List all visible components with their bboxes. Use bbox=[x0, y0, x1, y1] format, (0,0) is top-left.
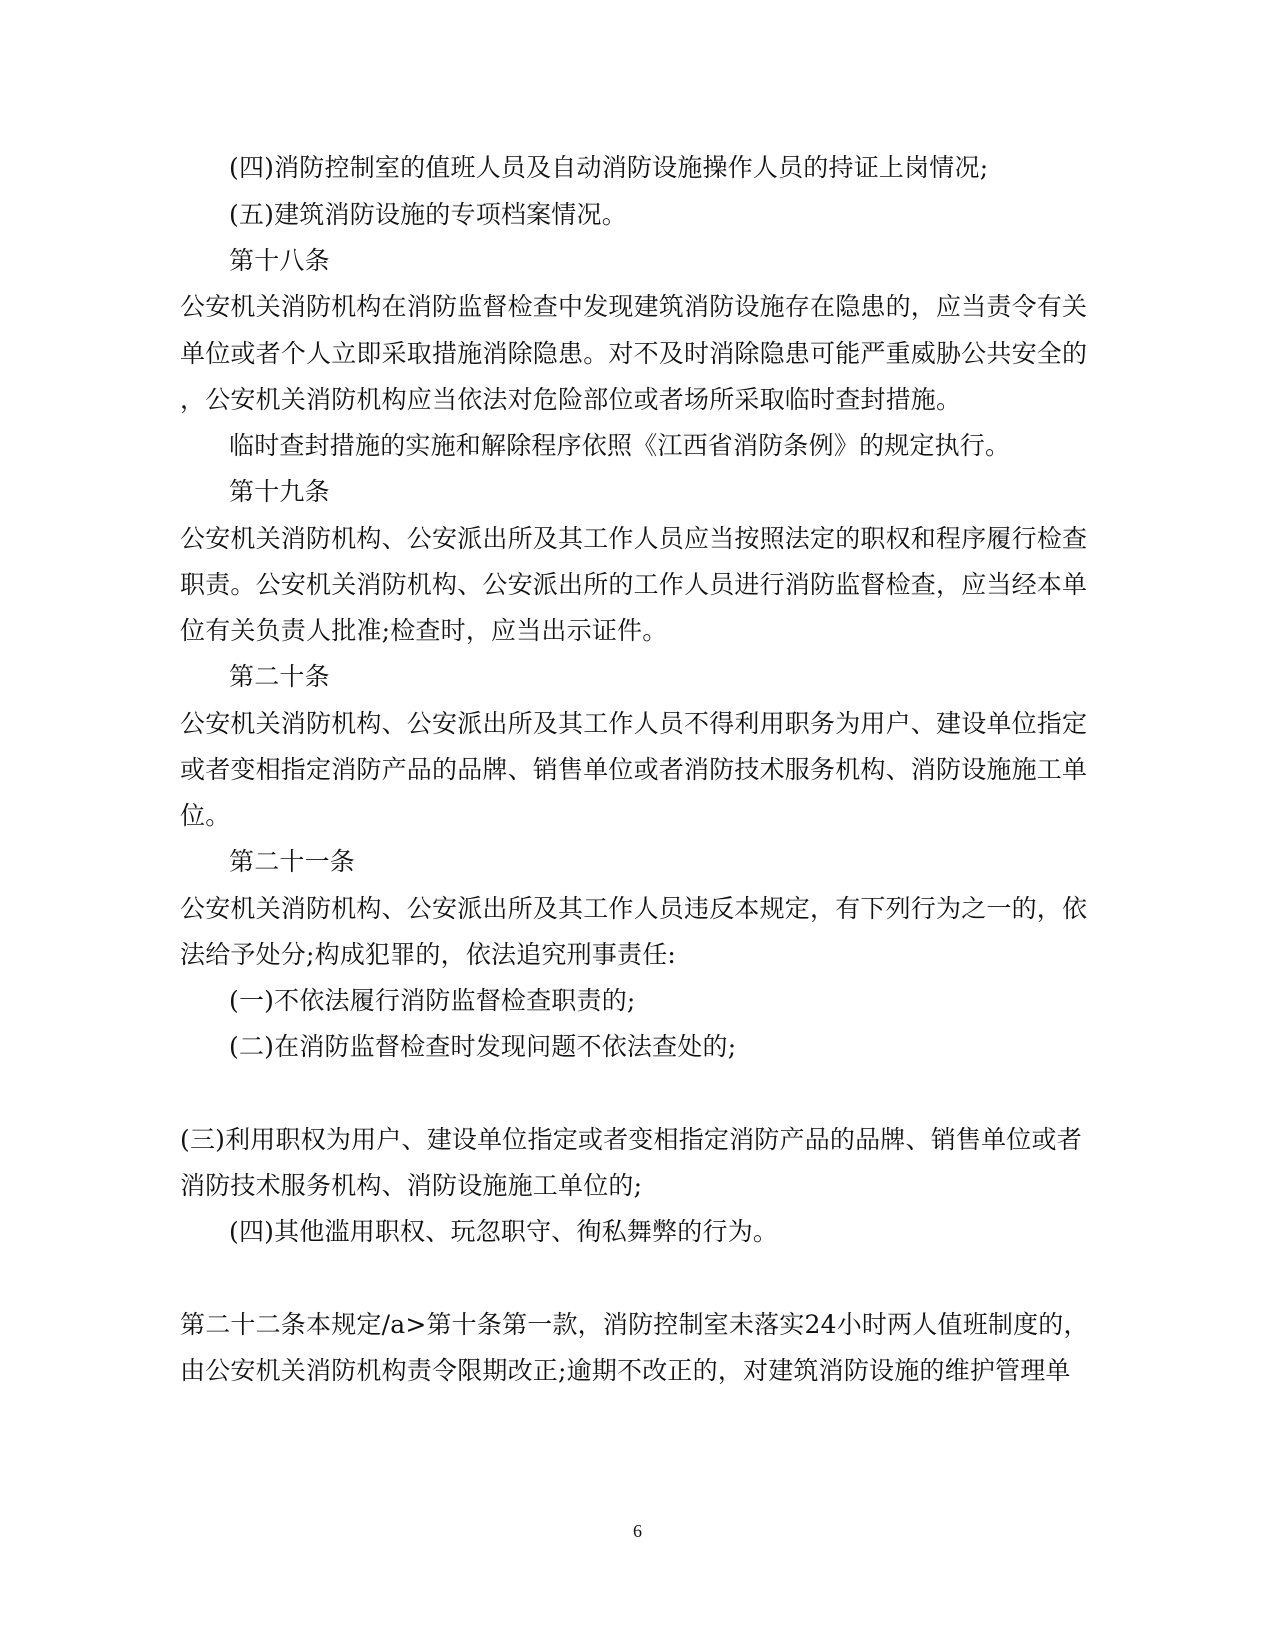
text-line: (三)利用职权为用户、建设单位指定或者变相指定消防产品的品牌、销售单位或者 bbox=[180, 1125, 1082, 1154]
text-line: 或者变相指定消防产品的品牌、销售单位或者消防技术服务机构、消防设施施工单 bbox=[180, 755, 1088, 784]
article-heading: 第十九条 bbox=[229, 477, 330, 506]
text-line: (二)在消防监督检查时发现问题不依法查处的; bbox=[229, 1032, 737, 1061]
text-line: ，公安机关消防机构应当依法对危险部位或者场所采取临时查封措施。 bbox=[180, 385, 962, 414]
text-line: 法给予处分;构成犯罪的，依法追究刑事责任: bbox=[180, 940, 677, 969]
text-line: 由公安机关消防机构责令限期改正;逾期不改正的，对建筑消防设施的维护管理单 bbox=[180, 1356, 1071, 1385]
text-line: 职责。公安机关消防机构、公安派出所的工作人员进行消防监督检查，应当经本单 bbox=[180, 570, 1088, 599]
text-line: 公安机关消防机构、公安派出所及其工作人员违反本规定，有下列行为之一的，依 bbox=[180, 894, 1088, 923]
text-line: (五)建筑消防设施的专项档案情况。 bbox=[229, 200, 627, 229]
text-line: 公安机关消防机构、公安派出所及其工作人员不得利用职务为用户、建设单位指定 bbox=[180, 709, 1088, 738]
text-line: 位。 bbox=[180, 801, 231, 830]
text-line: 公安机关消防机构、公安派出所及其工作人员应当按照法定的职权和程序履行检查 bbox=[180, 524, 1088, 553]
page-number: 6 bbox=[633, 1521, 642, 1541]
text-line: 消防技术服务机构、消防设施施工单位的; bbox=[180, 1171, 643, 1200]
article-heading: 第二十一条 bbox=[229, 847, 356, 876]
text-line: (一)不依法履行消防监督检查职责的; bbox=[229, 986, 636, 1015]
text-line: 公安机关消防机构在消防监督检查中发现建筑消防设施存在隐患的，应当责令有关 bbox=[180, 292, 1088, 321]
text-line: 位有关负责人批准;检查时，应当出示证件。 bbox=[180, 616, 668, 645]
text-line: 单位或者个人立即采取措施消除隐患。对不及时消除隐患可能严重威胁公共安全的 bbox=[180, 339, 1088, 368]
text-line: (四)其他滥用职权、玩忽职守、徇私舞弊的行为。 bbox=[229, 1217, 779, 1246]
article-heading: 第二十条 bbox=[229, 662, 330, 691]
article-heading: 第十八条 bbox=[229, 246, 330, 275]
text-line: 临时查封措施的实施和解除程序依照《江西省消防条例》的规定执行。 bbox=[229, 431, 1011, 460]
text-line: (四)消防控制室的值班人员及自动消防设施操作人员的持证上岗情况; bbox=[229, 153, 989, 182]
text-line: 第二十二条本规定/a>第十条第一款，消防控制室未落实24小时两人值班制度的， bbox=[180, 1310, 1089, 1339]
